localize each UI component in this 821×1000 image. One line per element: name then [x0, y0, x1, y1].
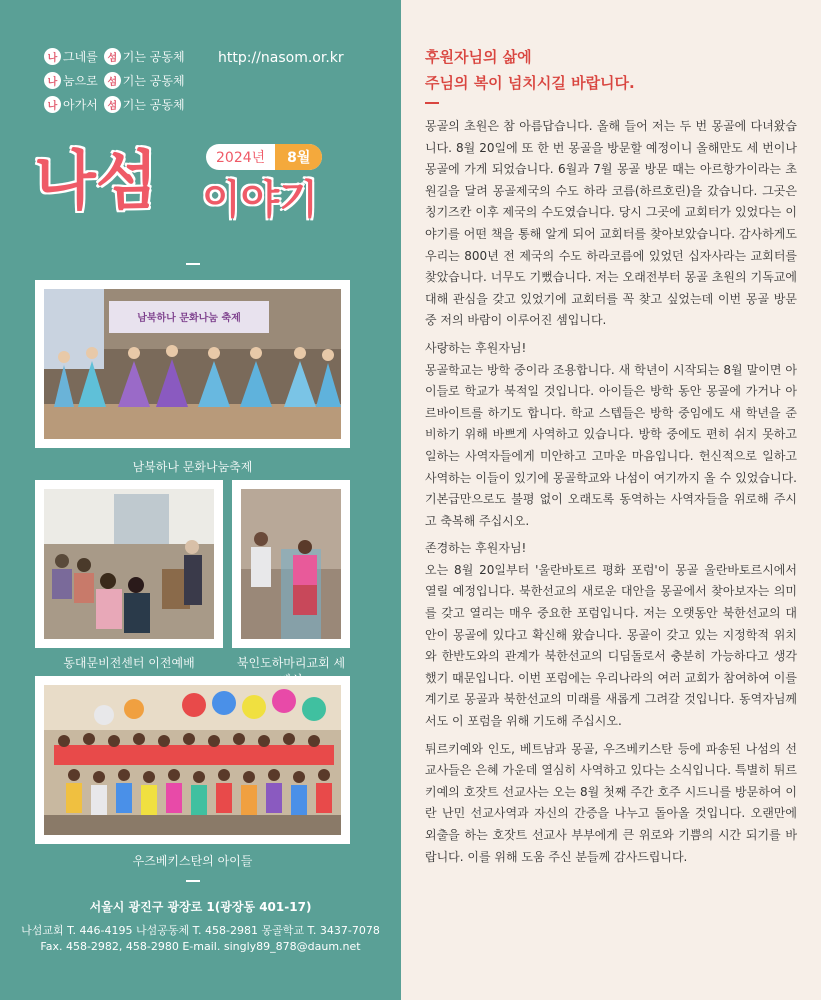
baptism-image [241, 489, 341, 639]
phone-numbers: 나섬교회 T. 446-4195 나섬공동체 T. 458-2981 몽골학교 T. 3437-7078 [21, 924, 380, 937]
address: 서울시 광진구 광장로 1(광장동 401-17) [89, 900, 312, 914]
children-illustration [44, 685, 341, 835]
heading-divider [425, 102, 439, 104]
letter-heading-line-2: 주님의 복이 넘치시길 바랍니다. [425, 74, 635, 92]
motto-bubble: 섬 [104, 96, 121, 113]
motto-bubble: 나 [44, 72, 61, 89]
motto-text: 기는 공동체 [122, 49, 185, 64]
baptism-illustration [241, 489, 341, 639]
vision-center-image [44, 489, 214, 639]
motto-line-3 [44, 92, 191, 116]
motto-bubble: 섬 [104, 48, 121, 65]
greeting: 존경하는 후원자님! [425, 541, 527, 556]
left-panel [0, 0, 401, 1000]
divider [186, 263, 200, 265]
photo-caption: 우즈베키스탄의 아이들 [132, 854, 253, 868]
festival-illustration [44, 289, 341, 439]
motto-text: 눔으로 [63, 73, 98, 88]
greeting: 사랑하는 후원자님! [425, 340, 527, 355]
letter-heading-line-1: 후원자님의 삶에 [425, 48, 532, 66]
motto-bubble: 나 [44, 96, 61, 113]
photo-caption: 북인도하마리교회 세 [236, 656, 346, 670]
paragraph-body: 오는 8월 20일부터 '울란바토르 평화 포럼'이 몽골 울란바토르시에서 열릴 예정입니다. 북한선교의 새로운 대안을 몽골에서 찾아보자는 의미를 갖고 열리는 매우 중요한 포럼입니다. 저는 오랫동안 북한선교의 대안이 몽골에 있다고 확신해 왔습니다. 몽골이 갖고 있는 지정학적 위치와 한반도와의 관계가 북한선교의 디딤돌로서 충분히 가능하다고 생각했기 때문입니다. 이번 포럼에는 우리나라의 여러 교회가 참여하여 이를 계기로 몽골과 북한선교의 미래를 새롭게 그려갈 것입니다. 동역자님께서도 이 포럼을 위해 기도해 주십시오. [425, 562, 797, 729]
divider [186, 880, 200, 882]
issue-date-badge [206, 144, 322, 170]
festival-banner-text: 남북하나 문화나눔 축제 [137, 313, 241, 324]
motto-block [44, 44, 191, 116]
letter-paragraph: 몽골의 초원은 참 아름답습니다. 올해 들어 저는 두 번 몽골에 다녀왔습니다. 8월 20일에 또 한 번 몽골을 방문할 예정이니 올해만도 세 번이나 몽골에 가게 되었습니다. 6월과 7월 몽골 방문 때는 아르항가이라는 초원길을 달려 몽골제국의 수도 하라 코름(하르호린)을 갔습니다. 그곳은 칭기즈칸 이후 제국의 수도였습니다. 당시 그곳에 교회터가 있었다는 이야기를 어떤 책을 통해 알게 되어 교회터를 찾아보았습니다. 감사하게도 우리는 800년 전 제국의 수도 하라코름에 있었던 십자사라는 교회터를 찾았습니다. 너무도 기뻤습니다. 저는 오래전부터 몽골 초원의 기독교에 대해 관심을 갖고 있었기에 교회터를 꼭 찾고 싶었는데 이번 몽골 방문 중 저의 바람이 이루어진 셈입니다. [425, 119, 797, 328]
photo-baptism [232, 480, 350, 648]
photo-vision-center [35, 480, 223, 648]
contact-footer [0, 898, 401, 955]
motto-text: 기는 공동체 [122, 97, 185, 112]
issue-year: 2024년 [216, 150, 266, 166]
motto-line-2 [44, 68, 191, 92]
photo-festival [35, 280, 350, 448]
letter-paragraph [425, 538, 797, 732]
letter-paragraph: 튀르키예와 인도, 베트남과 몽골, 우즈베키스탄 등에 파송된 나섬의 선교사들은 은혜 가운데 열심히 사역하고 있다는 소식입니다. 특별히 튀르키예의 호잣트 선교사는 오는 8월 첫째 주간 호주 시드니를 방문하여 이란 난민 선교사역과 자신의 간증을 나누고 돌아올 것입니다. 오랜만에 외출을 하는 호잣트 선교사 부부에게 큰 위로와 기쁨의 시간 되기를 바랍니다. 이를 위해 도움 주신 분들께 감사드립니다. [425, 741, 797, 864]
issue-month: 8월 [275, 144, 322, 170]
festival-image [44, 289, 341, 439]
fax-email: Fax. 458-2982, 458-2980 E-mail. singly89_878@daum.net [40, 940, 361, 953]
children-image [44, 685, 341, 835]
motto-text: 기는 공동체 [122, 73, 185, 88]
motto-line-1 [44, 44, 191, 68]
motto-text: 아가서 [63, 97, 98, 112]
letter-paragraph [425, 338, 797, 532]
paragraph-body: 몽골학교는 방학 중이라 조용합니다. 새 학년이 시작되는 8월 말이면 아이들로 학교가 북적일 것입니다. 아이들은 방학 동안 몽골에 가거나 아르바이트를 하기도 합니다. 학교 스텝들은 방학 중임에도 새 학년을 준비하기 위해 바쁘게 사역하고 있습니다. 방학 중에도 편히 쉬지 못하고 일하는 사역자들에게 미안하고 고마운 마음입니다. 헌신적으로 일하고 사역하는 이들이 있기에 몽골학교와 나섬이 여기까지 올 수 있었습니다. 기본급만으로도 불평 없이 오래도록 동역하는 사역자들을 위로해 주시고 축복해 주십시오. [425, 362, 797, 528]
letter-column [425, 44, 797, 874]
motto-bubble: 나 [44, 48, 61, 65]
newsletter-title [34, 140, 374, 250]
title-main: 나섬 [34, 145, 158, 219]
photo-caption: 동대문비전센터 이전예배 [63, 656, 195, 670]
website-link[interactable]: http://nasom.or.kr [218, 50, 344, 66]
motto-bubble: 섬 [104, 72, 121, 89]
motto-text: 그네를 [63, 49, 98, 64]
worship-illustration [44, 489, 214, 639]
title-sub: 이야기 [202, 177, 318, 223]
photo-caption: 남북하나 문화나눔축제 [132, 460, 253, 474]
photo-uzbek-children [35, 676, 350, 844]
